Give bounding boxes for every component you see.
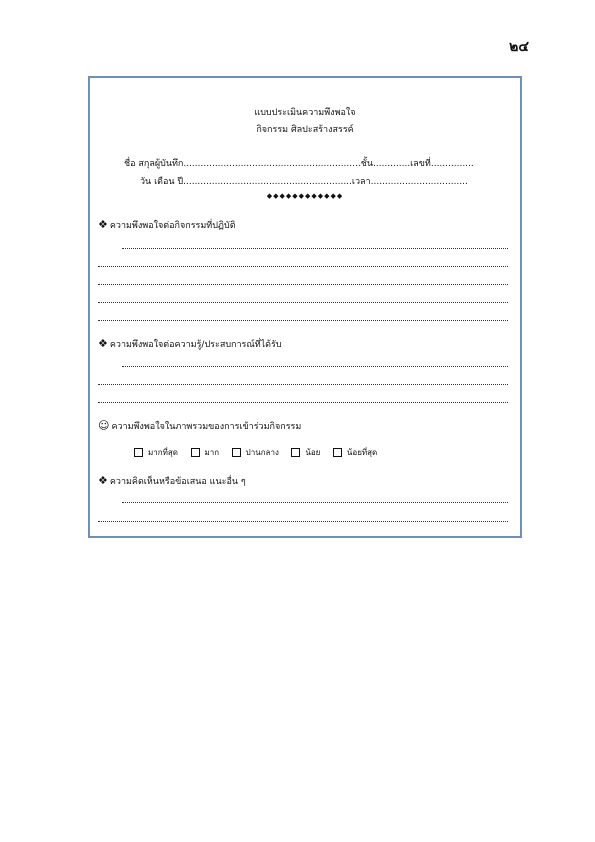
section-comments (98, 474, 246, 488)
section-overall-satisfaction (98, 419, 301, 433)
section-activity-satisfaction (98, 218, 236, 232)
diamond-bullet-icon: ❖ (98, 218, 108, 231)
form-subtitle: กิจกรรม ศิลปะสร้างสรรค์ (256, 125, 354, 135)
section-label: ความพึงพอใจต่อกิจกรรมที่ปฏิบัติ (109, 221, 236, 231)
evaluation-form (88, 76, 522, 538)
checkbox[interactable] (191, 448, 200, 457)
answer-line[interactable] (98, 302, 508, 303)
rating-option-moderate[interactable]: ปานกลาง (232, 446, 279, 459)
rating-option-most[interactable]: มากที่สุด (134, 446, 178, 459)
answer-line[interactable] (98, 320, 508, 321)
diamond-bullet-icon: ❖ (98, 474, 108, 487)
section-knowledge-satisfaction (98, 337, 282, 351)
smiley-icon: ☺ (98, 419, 110, 432)
answer-line[interactable] (98, 266, 508, 267)
answer-line[interactable] (98, 402, 508, 403)
answer-line[interactable] (98, 284, 508, 285)
answer-line[interactable] (122, 248, 508, 249)
name-class-field[interactable]: ชื่อ สกุลผู้บันทึก..............................................................ชั้น.............เลขที่............... (124, 159, 474, 169)
rating-option-much[interactable]: มาก (191, 446, 220, 459)
section-label: ความคิดเห็นหรือข้อเสนอ แนะอื่น ๆ (109, 477, 246, 487)
diamond-bullet-icon: ❖ (98, 337, 108, 350)
checkbox[interactable] (291, 448, 300, 457)
answer-line[interactable] (98, 384, 508, 385)
answer-line[interactable] (122, 366, 508, 367)
section-label: ความพึงพอใจในภาพรวมของการเข้าร่วมกิจกรรม (111, 422, 302, 432)
checkbox[interactable] (232, 448, 241, 457)
date-time-field[interactable]: วัน เดือน ปี...........................................................เวลา.................................. (140, 177, 468, 187)
page-number: ๒๔ (509, 39, 529, 55)
rating-options (134, 446, 387, 459)
checkbox[interactable] (134, 448, 143, 457)
section-label: ความพึงพอใจต่อความรู้/ประสบการณ์ที่ได้รับ (109, 340, 282, 350)
answer-line[interactable] (98, 521, 508, 522)
form-title: แบบประเมินความพึงพอใจ (254, 108, 356, 118)
checkbox[interactable] (333, 448, 342, 457)
rating-option-least[interactable]: น้อยที่สุด (333, 446, 377, 459)
answer-line[interactable] (122, 502, 508, 503)
diamond-divider: ◆◆◆◆◆◆◆◆◆◆◆◆ (266, 192, 344, 200)
rating-option-little[interactable]: น้อย (291, 446, 320, 459)
